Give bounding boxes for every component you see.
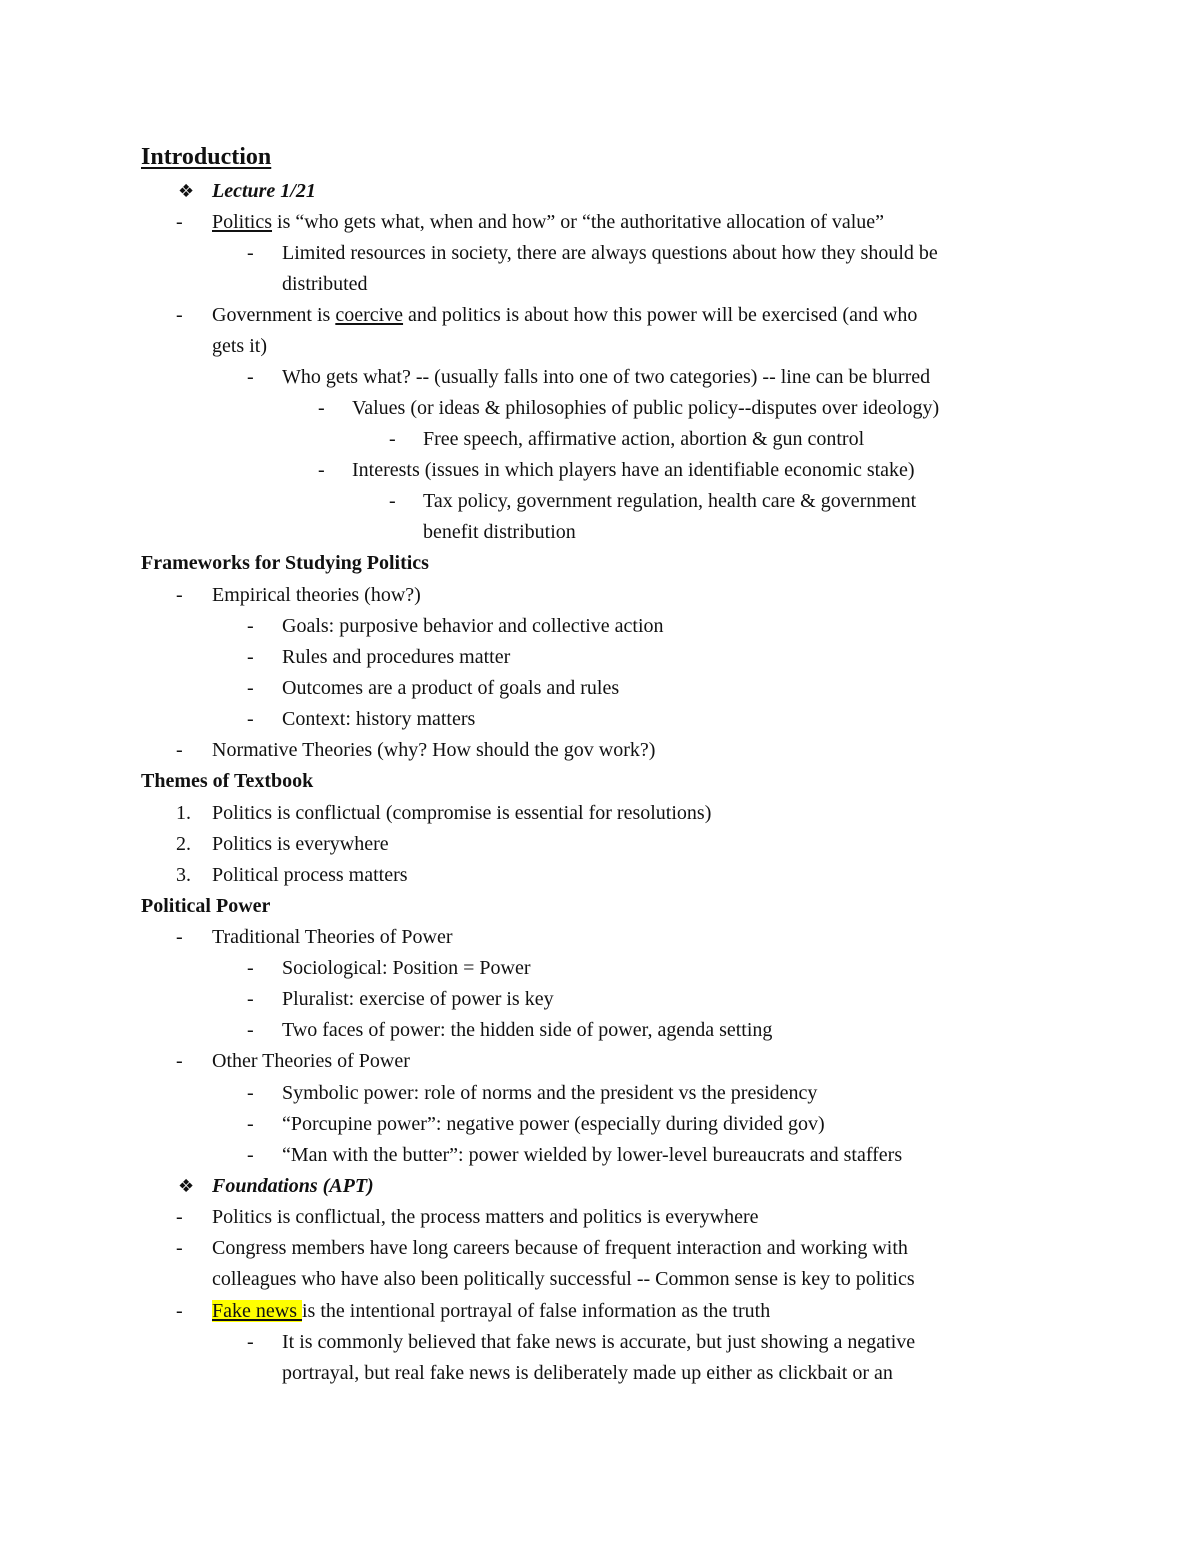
list-item: Outcomes are a product of goals and rules bbox=[282, 677, 620, 699]
dash-bullet: - bbox=[176, 211, 183, 233]
dash-bullet: - bbox=[247, 957, 254, 979]
list-item: Pluralist: exercise of power is key bbox=[282, 988, 554, 1010]
list-item-continuation: portrayal, but real fake news is deliberately made up either as clickbait or an bbox=[282, 1362, 893, 1384]
dash-bullet: - bbox=[247, 615, 254, 637]
list-item: Who gets what? -- (usually falls into one of two categories) -- line can be blurred bbox=[282, 366, 931, 388]
list-item-continuation: gets it) bbox=[212, 335, 267, 357]
list-item: Tax policy, government regulation, health care & government bbox=[423, 490, 917, 512]
lecture-label: Lecture 1/21 bbox=[212, 180, 316, 202]
dash-bullet: - bbox=[176, 1206, 183, 1228]
dash-bullet: - bbox=[247, 1144, 254, 1166]
dash-bullet: - bbox=[176, 1237, 183, 1259]
heading-frameworks: Frameworks for Studying Politics bbox=[141, 552, 429, 574]
list-item bbox=[212, 300, 917, 331]
dash-bullet: - bbox=[247, 1019, 254, 1041]
list-item: Traditional Theories of Power bbox=[212, 926, 453, 948]
list-item: It is commonly believed that fake news is accurate, but just showing a negative bbox=[282, 1331, 916, 1353]
list-item: Other Theories of Power bbox=[212, 1050, 410, 1072]
dash-bullet: - bbox=[176, 584, 183, 606]
list-item: Goals: purposive behavior and collective action bbox=[282, 615, 664, 637]
dash-bullet: - bbox=[247, 988, 254, 1010]
heading-political-power: Political Power bbox=[141, 895, 271, 917]
diamond-bullet-icon: ❖ bbox=[178, 1176, 195, 1197]
list-item: Context: history matters bbox=[282, 708, 476, 730]
dash-bullet: - bbox=[176, 1050, 183, 1072]
heading-themes: Themes of Textbook bbox=[141, 770, 314, 792]
list-item bbox=[212, 207, 884, 238]
dash-bullet: - bbox=[176, 304, 183, 326]
dash-bullet: - bbox=[247, 1331, 254, 1353]
term-politics: Politics bbox=[212, 211, 273, 233]
list-item: Politics is everywhere bbox=[212, 833, 389, 855]
list-item-text: and politics is about how this power will be exercised (and who bbox=[403, 304, 918, 326]
dash-bullet: - bbox=[318, 397, 325, 419]
list-item: Empirical theories (how?) bbox=[212, 584, 421, 606]
list-item: “Man with the butter”: power wielded by lower-level bureaucrats and staffers bbox=[282, 1144, 903, 1166]
term-fake-news-highlighted: Fake news bbox=[212, 1300, 302, 1322]
list-item: Congress members have long careers because of frequent interaction and working with bbox=[212, 1237, 908, 1259]
list-item-continuation: distributed bbox=[282, 273, 368, 295]
list-item: Symbolic power: role of norms and the president vs the presidency bbox=[282, 1082, 818, 1104]
dash-bullet: - bbox=[247, 646, 254, 668]
list-item-text: is the intentional portrayal of false information as the truth bbox=[301, 1300, 771, 1322]
list-item: Limited resources in society, there are always questions about how they should be bbox=[282, 242, 938, 264]
dash-bullet: - bbox=[247, 366, 254, 388]
dash-bullet: - bbox=[176, 739, 183, 761]
dash-bullet: - bbox=[247, 677, 254, 699]
list-item: Sociological: Position = Power bbox=[282, 957, 531, 979]
dash-bullet: - bbox=[247, 1113, 254, 1135]
dash-bullet: - bbox=[247, 1082, 254, 1104]
list-item: Politics is conflictual (compromise is essential for resolutions) bbox=[212, 802, 712, 824]
list-item: Political process matters bbox=[212, 864, 408, 886]
list-item-text: Government is bbox=[212, 304, 336, 326]
list-item: Politics is conflictual, the process matters and politics is everywhere bbox=[212, 1206, 759, 1228]
list-item-text: is “who gets what, when and how” or “the authoritative allocation of value” bbox=[272, 211, 885, 233]
foundations-label: Foundations (APT) bbox=[212, 1175, 374, 1197]
list-item: Rules and procedures matter bbox=[282, 646, 511, 668]
list-item: Two faces of power: the hidden side of power, agenda setting bbox=[282, 1019, 773, 1041]
list-item: Normative Theories (why? How should the gov work?) bbox=[212, 739, 656, 761]
dash-bullet: - bbox=[389, 428, 396, 450]
diamond-bullet-icon: ❖ bbox=[178, 181, 195, 202]
list-item: “Porcupine power”: negative power (especially during divided gov) bbox=[282, 1113, 825, 1135]
dash-bullet: - bbox=[247, 242, 254, 264]
list-item-continuation: benefit distribution bbox=[423, 521, 576, 543]
dash-bullet: - bbox=[176, 926, 183, 948]
term-coercive: coercive bbox=[335, 304, 404, 326]
list-number: 3. bbox=[176, 864, 191, 886]
list-number: 2. bbox=[176, 833, 191, 855]
list-item bbox=[212, 1296, 770, 1327]
dash-bullet: - bbox=[389, 490, 396, 512]
dash-bullet: - bbox=[176, 1300, 183, 1322]
dash-bullet: - bbox=[247, 708, 254, 730]
list-item: Interests (issues in which players have an identifiable economic stake) bbox=[352, 459, 915, 481]
list-item-continuation: colleagues who have also been politically successful -- Common sense is key to politics bbox=[212, 1268, 915, 1290]
dash-bullet: - bbox=[318, 459, 325, 481]
list-item: Free speech, affirmative action, abortion & gun control bbox=[423, 428, 865, 450]
list-item: Values (or ideas & philosophies of public policy--disputes over ideology) bbox=[352, 397, 940, 419]
list-number: 1. bbox=[176, 802, 191, 824]
heading-introduction: Introduction bbox=[141, 144, 272, 170]
